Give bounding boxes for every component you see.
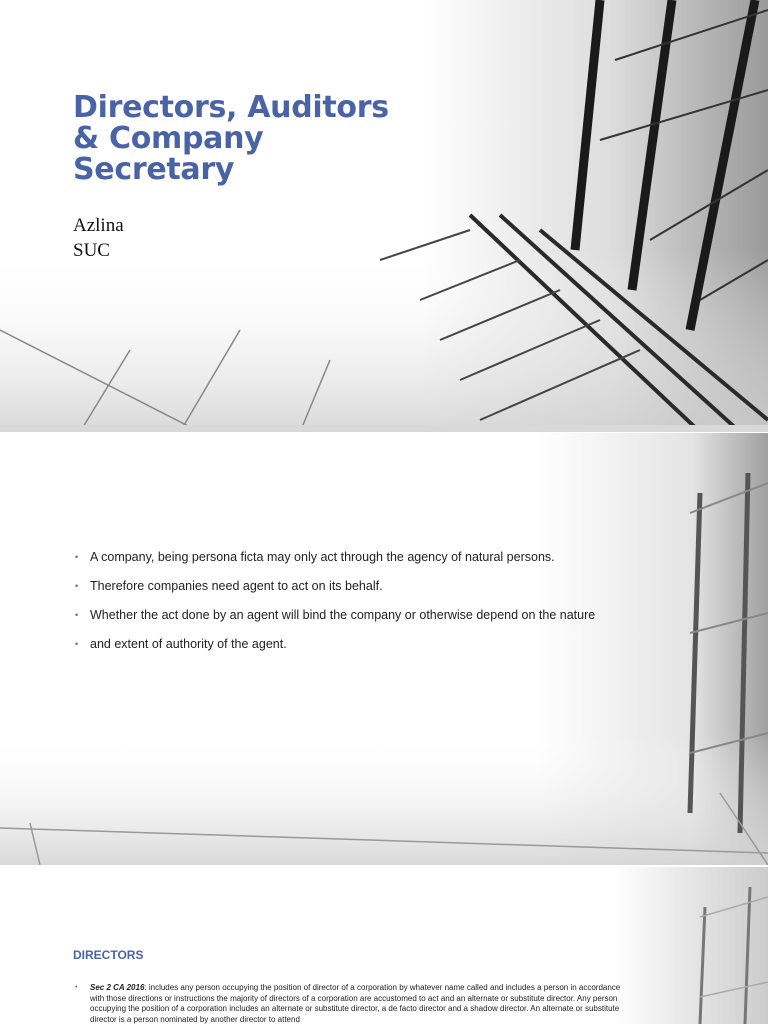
list-item: • Whether the act done by an agent will bind the company or otherwise depend on the nature — [75, 608, 596, 622]
bullet-icon: • — [75, 610, 79, 620]
list-item: • and extent of authority of the agent. — [75, 637, 287, 651]
bullet-icon: • — [75, 639, 79, 649]
bullet-list — [74, 549, 604, 665]
organization-name: SUC — [73, 240, 110, 261]
slide-title — [73, 92, 393, 185]
author-name: Azlina — [73, 215, 124, 236]
title-line-3: Secretary — [73, 152, 235, 187]
title-line-2: & Company — [73, 121, 264, 156]
list-item: • Therefore companies need agent to act on its behalf. — [75, 579, 383, 593]
bullet-icon: • — [75, 581, 79, 591]
definition-text: : includes any person occupying the position of director of a corporation by whatever name called and includes a person in accordance with those directions or instructions the majority of directors of a corporation are accustomed to act and an alternate or substitute director. Any person occupying the position of a corporation includes an alternate or substitute director, a de facto director and a shadow director. An alternate or substitute director is a person nominated by another director to attend — [90, 983, 621, 1024]
section-heading: DIRECTORS — [73, 948, 144, 962]
list-item: • A company, being persona ficta may only act through the agency of natural persons. — [75, 550, 555, 564]
bullet-icon: • — [75, 984, 78, 991]
bullet-icon: • — [75, 552, 79, 562]
title-line-1: Directors, Auditors — [73, 90, 389, 125]
title-slide — [0, 0, 768, 432]
director-definition — [74, 983, 630, 1024]
section-reference: Sec 2 CA 2016 — [90, 983, 145, 992]
directors-slide — [0, 867, 768, 1024]
content-slide — [0, 433, 768, 865]
